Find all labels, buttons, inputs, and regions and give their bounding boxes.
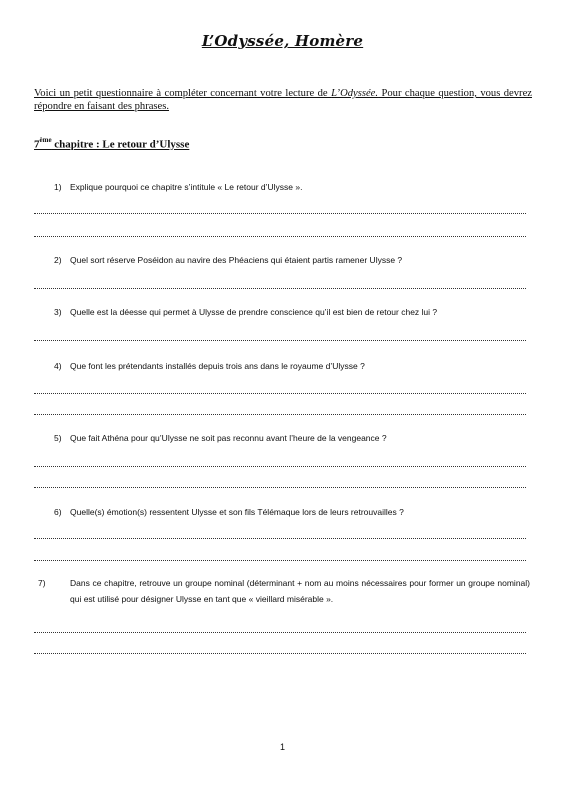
question-4 xyxy=(54,359,530,375)
chapter-number: 7 xyxy=(34,138,40,151)
answer-line[interactable] xyxy=(34,340,526,341)
question-text: Que font les prétendants installés depuis trois ans dans le royaume d’Ulysse ? xyxy=(70,361,365,371)
answer-line[interactable] xyxy=(34,414,526,415)
page-number: 1 xyxy=(279,742,285,752)
question-number: 3) xyxy=(54,307,62,317)
question-2 xyxy=(54,253,530,269)
question-3 xyxy=(54,305,530,321)
question-text: Quelle(s) émotion(s) ressentent Ulysse et son fils Télémaque lors de leurs retrouvailles ? xyxy=(70,507,404,517)
question-number: 6) xyxy=(54,507,62,517)
question-7 xyxy=(38,576,530,607)
answer-line[interactable] xyxy=(34,538,526,539)
question-text: Quel sort réserve Poséidon au navire des Phéaciens qui étaient partis ramener Ulysse ? xyxy=(70,255,403,265)
chapter-number-suffix: ème xyxy=(39,136,52,144)
intro-text-after: Pour chaque question, vous devrez répondre en faisant des phrases. xyxy=(34,88,532,112)
question-6 xyxy=(54,505,530,521)
page-title: L’Odyssée, Homère xyxy=(201,32,364,50)
answer-line[interactable] xyxy=(34,466,526,467)
question-number: 5) xyxy=(54,433,62,443)
answer-line[interactable] xyxy=(34,213,526,214)
question-1 xyxy=(54,180,530,196)
answer-line[interactable] xyxy=(34,560,526,561)
answer-line[interactable] xyxy=(34,393,526,394)
chapter-label: chapitre : Le retour d’Ulysse xyxy=(51,138,190,151)
answer-line[interactable] xyxy=(34,236,526,237)
intro-paragraph xyxy=(34,87,532,113)
answer-line[interactable] xyxy=(34,487,526,488)
question-number: 2) xyxy=(54,255,62,265)
question-number: 4) xyxy=(54,361,62,371)
question-text: Que fait Athéna pour qu’Ulysse ne soit pas reconnu avant l’heure de la vengeance ? xyxy=(70,433,387,443)
question-5 xyxy=(54,431,530,447)
answer-line[interactable] xyxy=(34,288,526,289)
question-number: 1) xyxy=(54,182,62,192)
answer-line[interactable] xyxy=(34,632,526,633)
question-text: Quelle est la déesse qui permet à Ulysse de prendre conscience qu’il est bien de retour chez lui ? xyxy=(70,307,438,317)
question-text: Dans ce chapitre, retrouve un groupe nominal (déterminant + nom au moins nécessaires pour former un groupe nominal) qui est utilisé pour désigner Ulysse en tant que « vieillard misérable ». xyxy=(70,578,530,604)
question-text: Explique pourquoi ce chapitre s’intitule « Le retour d’Ulysse ». xyxy=(70,182,303,192)
intro-work-title: L’Odyssée. xyxy=(331,88,379,99)
answer-line[interactable] xyxy=(34,653,526,654)
chapter-heading xyxy=(34,137,189,151)
question-number: 7) xyxy=(38,578,46,588)
intro-text-before: Voici un petit questionnaire à compléter concernant votre lecture de xyxy=(34,88,332,99)
